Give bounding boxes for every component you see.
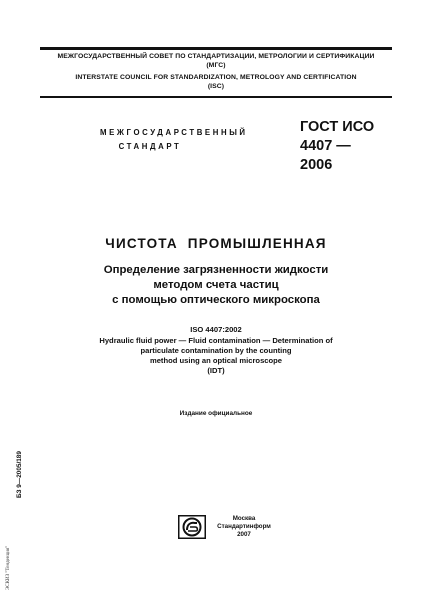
publisher-city: Москва [232, 515, 256, 522]
iso-title-line3: method using an optical microscope [149, 356, 283, 365]
side-code: БЗ 9—2005/189 [16, 451, 23, 498]
interstate-label-line1: МЕЖГОСУДАРСТВЕННЫЙ [100, 128, 248, 137]
publisher-name: Стандартинформ [217, 523, 271, 530]
iso-idt: (IDT) [207, 366, 225, 375]
gost-number-line1: ГОСТ ИСО [300, 119, 375, 135]
interstate-label-line2: СТАНДАРТ [118, 142, 182, 151]
top-rule [40, 47, 392, 50]
gost-number-line3: 2006 [300, 157, 333, 173]
council-en-line1: INTERSTATE COUNCIL FOR STANDARDIZATION, METROLOGY AND CERTIFICATION [75, 74, 357, 81]
edition-label: Издание официальное [179, 410, 253, 417]
subtitle-line3: с помощью оптического микроскопа [112, 294, 320, 306]
iso-title-line1: Hydraulic fluid power — Fluid contamination — Determination of [99, 336, 333, 345]
standartinform-logo-icon [178, 515, 206, 539]
publisher-year: 2007 [237, 531, 251, 538]
subtitle-line2: методом счета частиц [153, 279, 279, 291]
header-rule [40, 96, 392, 98]
council-ru-line1: МЕЖГОСУДАРСТВЕННЫЙ СОВЕТ ПО СТАНДАРТИЗАЦИИ, МЕТРОЛОГИИ И СЕРТИФИКАЦИИ [57, 53, 375, 60]
iso-number: ISO 4407:2002 [190, 325, 242, 334]
council-ru-line2: (МГС) [206, 62, 226, 69]
side-print-mark: ЭСКИЗ "Тенденция" [6, 545, 11, 590]
gost-number-line2: 4407 — [300, 138, 351, 154]
iso-title-line2: particulate contamination by the counting [140, 346, 292, 355]
document-title: ЧИСТОТА ПРОМЫШЛЕННАЯ [105, 236, 327, 251]
council-en-line2: (ISC) [207, 83, 225, 90]
subtitle-line1: Определение загрязненности жидкости [103, 264, 329, 276]
